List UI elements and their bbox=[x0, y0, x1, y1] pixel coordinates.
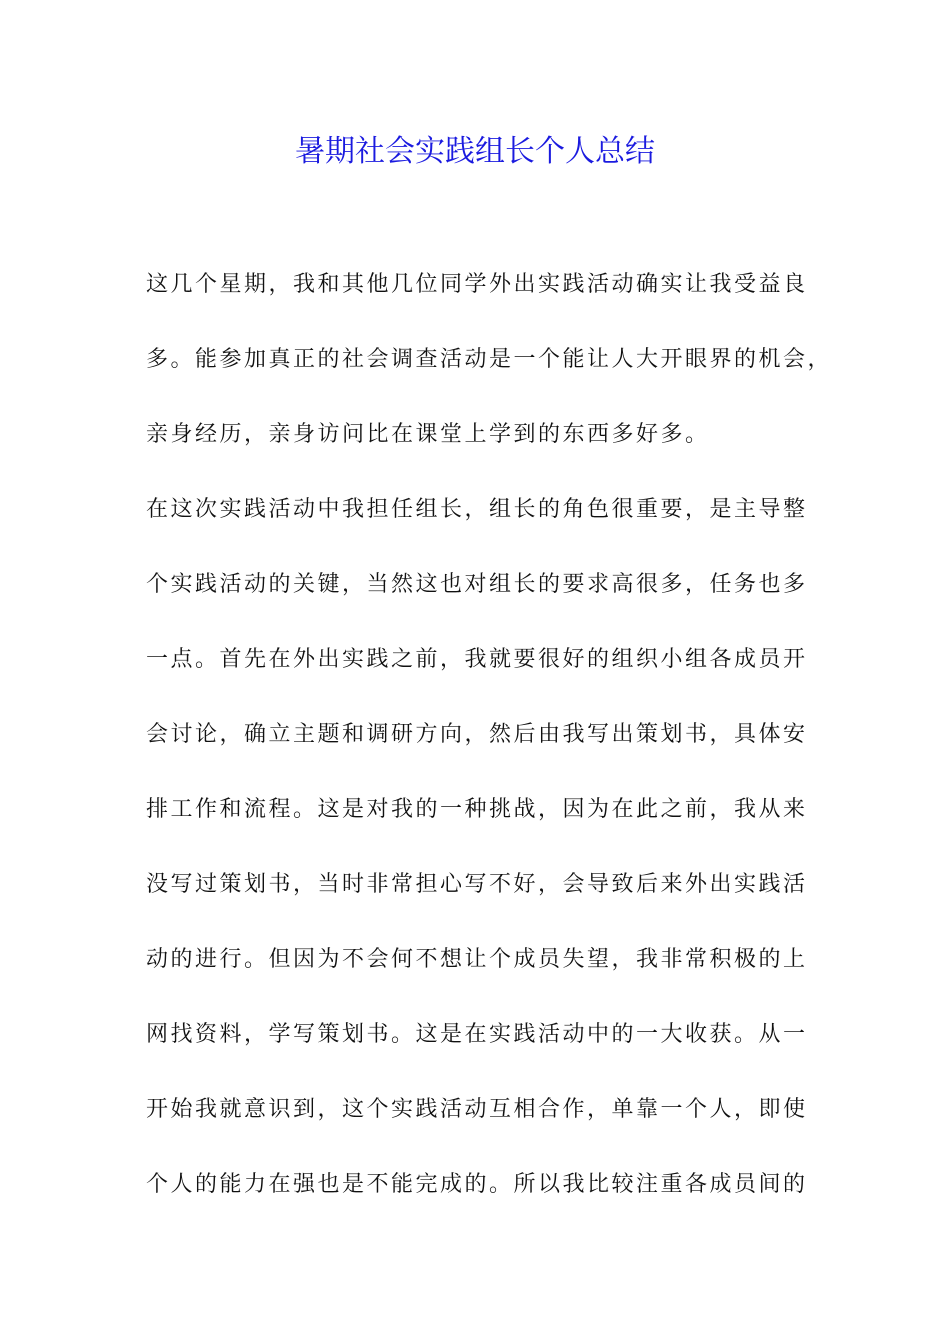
text-line: 在这次实践活动中我担任组长，组长的角色很重要，是主导整 bbox=[146, 497, 808, 522]
text-line: 个实践活动的关键，当然这也对组长的要求高很多，任务也多 bbox=[146, 572, 808, 597]
text-line: 多。能参加真正的社会调查活动是一个能让人大开眼界的机会， bbox=[146, 347, 833, 372]
text-line: 动的进行。但因为不会何不想让个成员失望，我非常积极的上 bbox=[146, 947, 808, 972]
text-line: 亲身经历，亲身访问比在课堂上学到的东西多好多。 bbox=[146, 422, 710, 447]
text-line: 一点。首先在外出实践之前，我就要很好的组织小组各成员开 bbox=[146, 647, 808, 672]
document-title: 暑期社会实践组长个人总结 bbox=[295, 134, 655, 169]
text-line: 没写过策划书，当时非常担心写不好，会导致后来外出实践活 bbox=[146, 872, 808, 897]
text-line: 开始我就意识到，这个实践活动互相合作，单靠一个人，即使 bbox=[146, 1097, 808, 1122]
document-body bbox=[146, 266, 833, 1241]
text-line: 这几个星期，我和其他几位同学外出实践活动确实让我受益良 bbox=[146, 272, 808, 297]
text-line: 网找资料，学写策划书。这是在实践活动中的一大收获。从一 bbox=[146, 1022, 808, 1047]
text-line: 排工作和流程。这是对我的一种挑战，因为在此之前，我从来 bbox=[146, 797, 808, 822]
text-line: 个人的能力在强也是不能完成的。所以我比较注重各成员间的 bbox=[146, 1172, 808, 1197]
text-line: 会讨论，确立主题和调研方向，然后由我写出策划书，具体安 bbox=[146, 722, 808, 747]
